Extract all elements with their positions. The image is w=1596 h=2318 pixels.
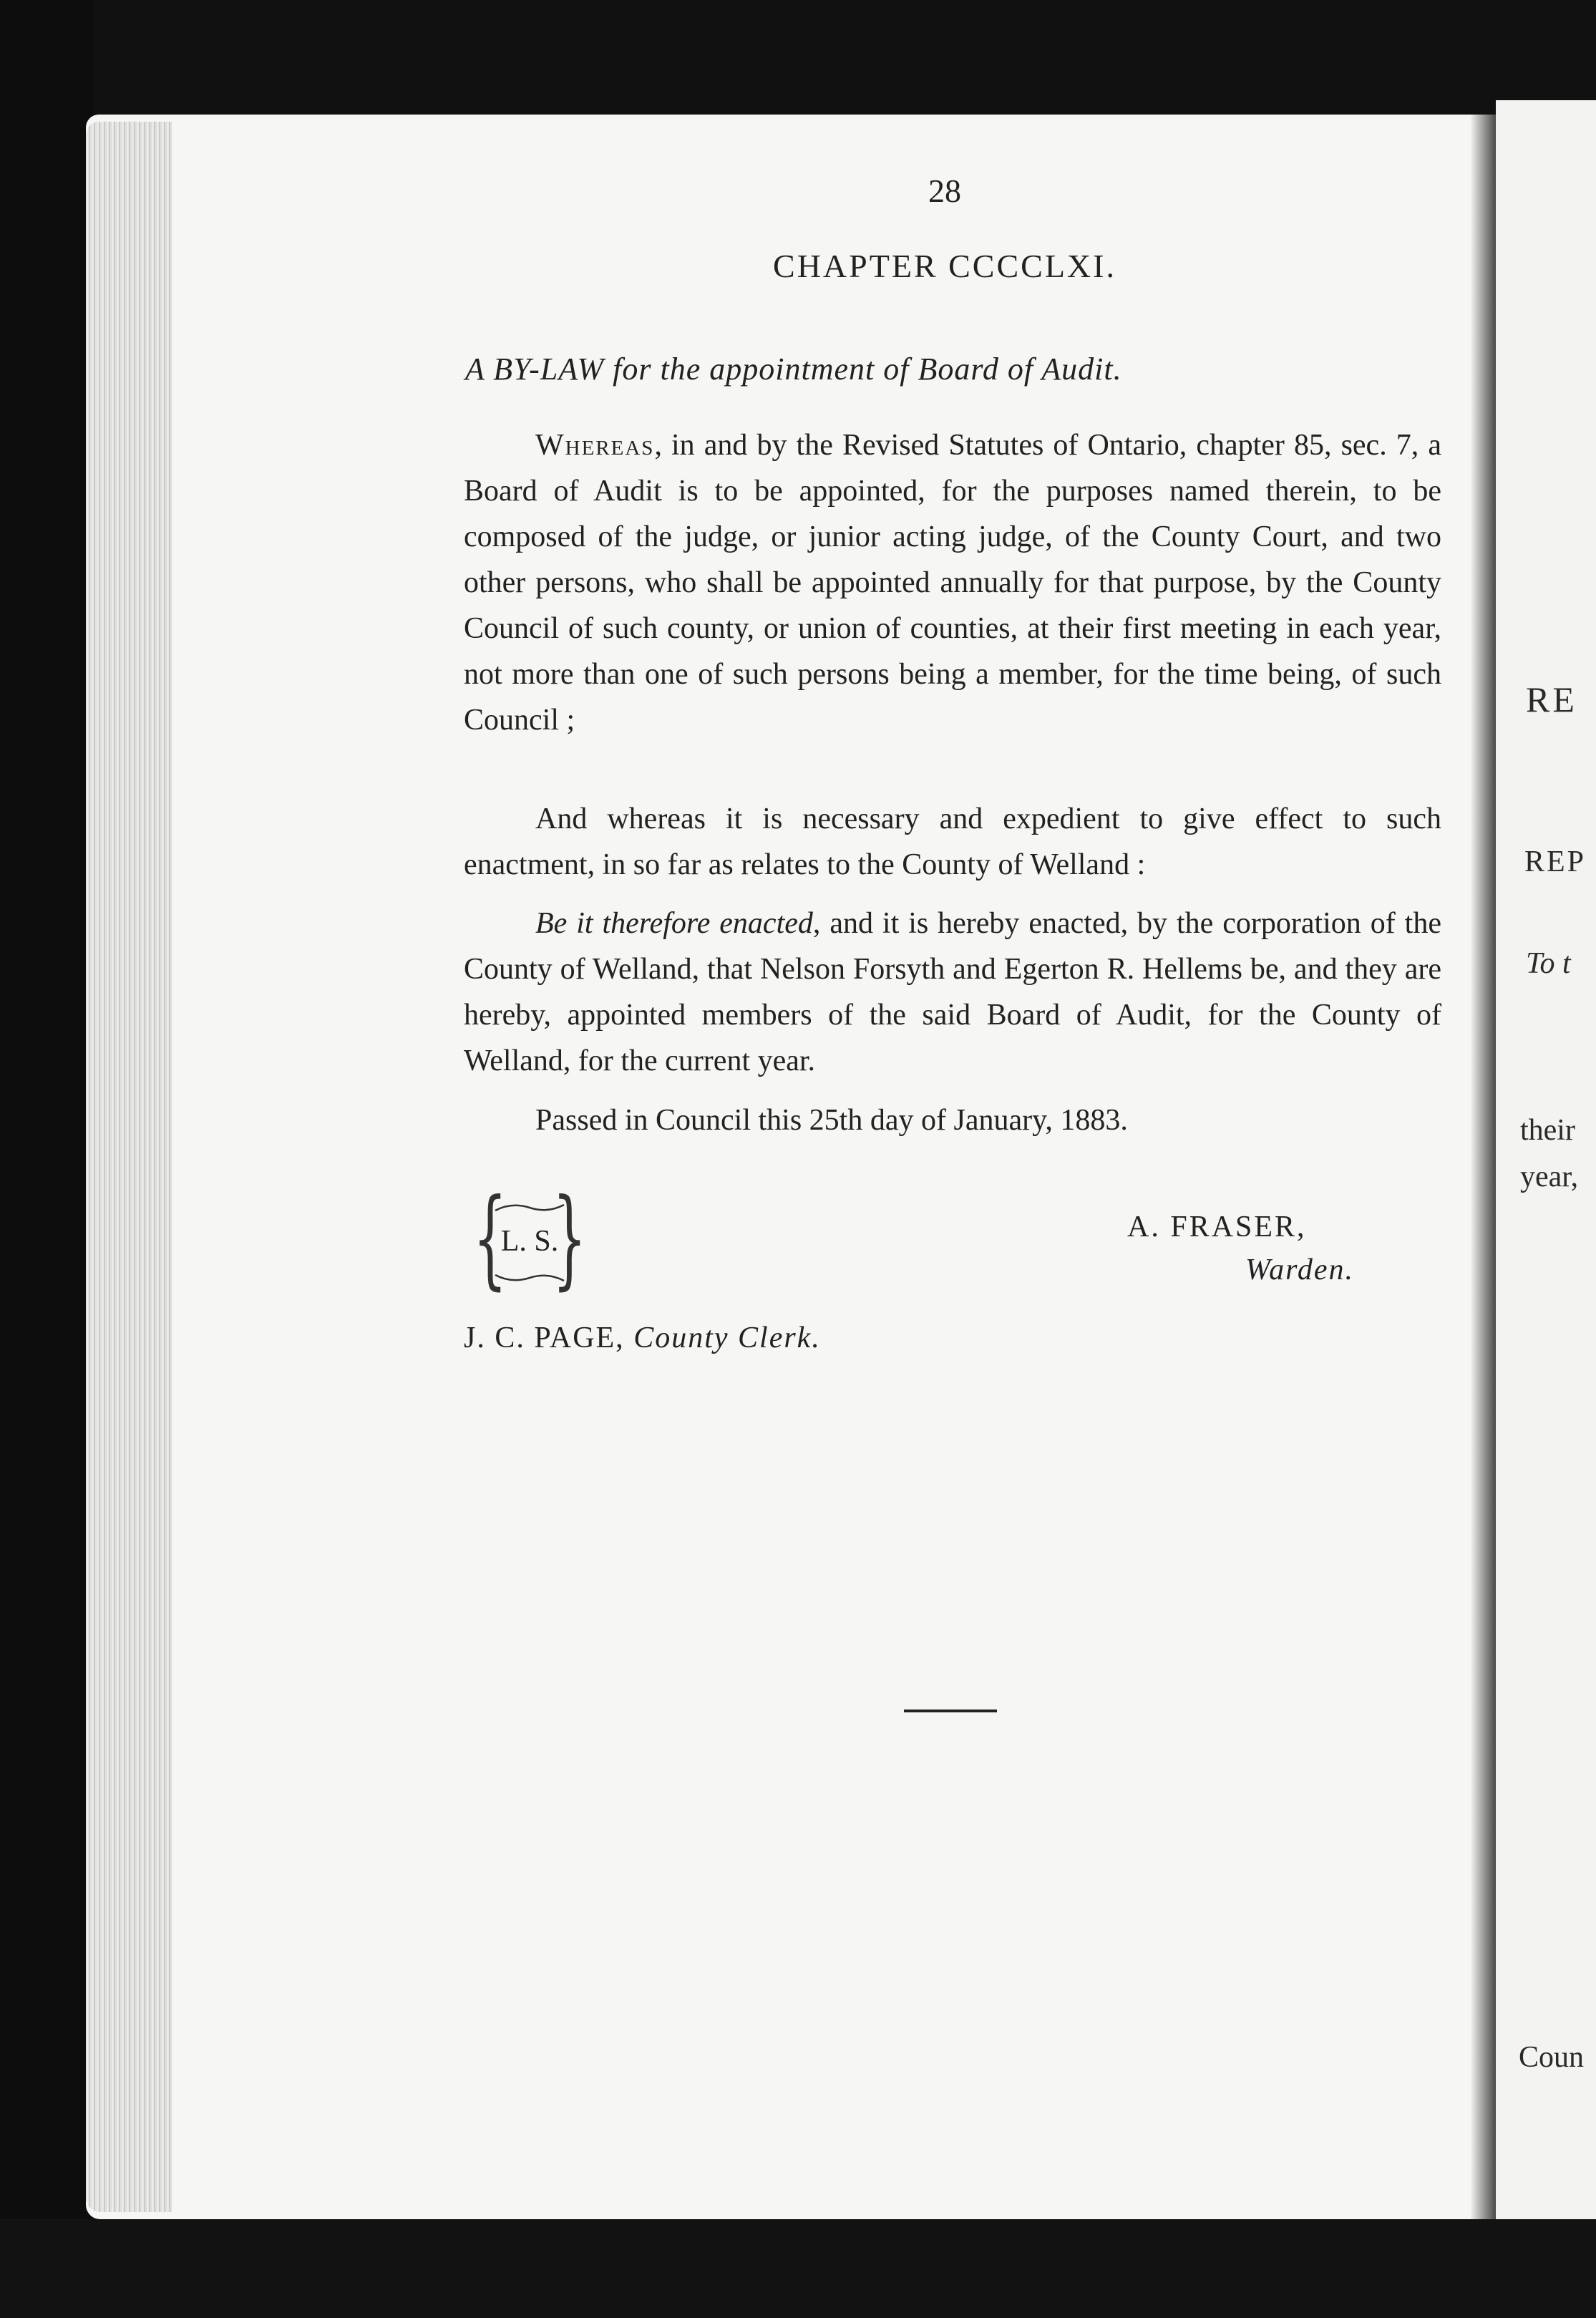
- right-page-fragment: REP: [1524, 845, 1587, 878]
- passed-line: Passed in Council this 25th day of January, 1883.: [535, 1104, 1128, 1137]
- clerk-title: County Clerk.: [633, 1322, 821, 1354]
- seal-right-brace: }: [552, 1176, 587, 1301]
- right-page-fragment: To t: [1526, 947, 1571, 980]
- whereas-lead: Whereas: [535, 429, 655, 462]
- scan-background-bottom: [0, 2219, 1596, 2318]
- closing-rule: [904, 1710, 997, 1712]
- right-page-fragment: Coun: [1519, 2041, 1585, 2074]
- paragraph-whereas: [464, 422, 1441, 743]
- warden-title: Warden.: [1245, 1253, 1355, 1286]
- scan-background-left: [0, 0, 93, 2318]
- clerk-name: J. C. PAGE,: [464, 1322, 625, 1354]
- seal-label: L. S.: [500, 1225, 559, 1258]
- paragraph-and-whereas: And whereas it is necessary and expedient to give effect to such enactment, in so far as relates to the County of Welland :: [464, 802, 1441, 881]
- seal-left-brace: {: [472, 1176, 507, 1301]
- enacted-body: , and it is hereby enacted, by the corporation of the County of Welland, that Nelson Forsyth and Egerton R. Hellems be, and they are hereby, appointed members of the said Board of Audit, for the County of Welland, for the current year.: [464, 907, 1441, 1077]
- page-edges: [86, 122, 172, 2212]
- book-gutter: [1471, 115, 1499, 2226]
- enacted-lead: Be it therefore enacted: [535, 907, 813, 940]
- paragraph-enacted: [464, 901, 1441, 1084]
- page-number: 28: [928, 173, 961, 209]
- seal-mark: [469, 1176, 590, 1310]
- chapter-heading: CHAPTER CCCCLXI.: [773, 248, 1116, 284]
- clerk-signature: [464, 1321, 821, 1355]
- right-page-fragment: RE: [1526, 679, 1577, 719]
- bylaw-title: A BY-LAW for the appointment of Board of Audit.: [465, 351, 1122, 387]
- right-page-fragment: year,: [1520, 1160, 1579, 1193]
- right-page-fragment: their: [1520, 1114, 1575, 1147]
- warden-name: A. FRASER,: [1127, 1211, 1307, 1243]
- whereas-body: , in and by the Revised Statutes of Ontario, chapter 85, sec. 7, a Board of Audit is to be appointed, for the purposes named therein, to be composed of the judge, or junior acting judge, of the County Court, and two other persons, who shall be appointed annually for that purpose, by the County Council of such county, or union of counties, at their first meeting in each year, not more than one of such persons being a member, for the time being, of such Council ;: [464, 429, 1441, 737]
